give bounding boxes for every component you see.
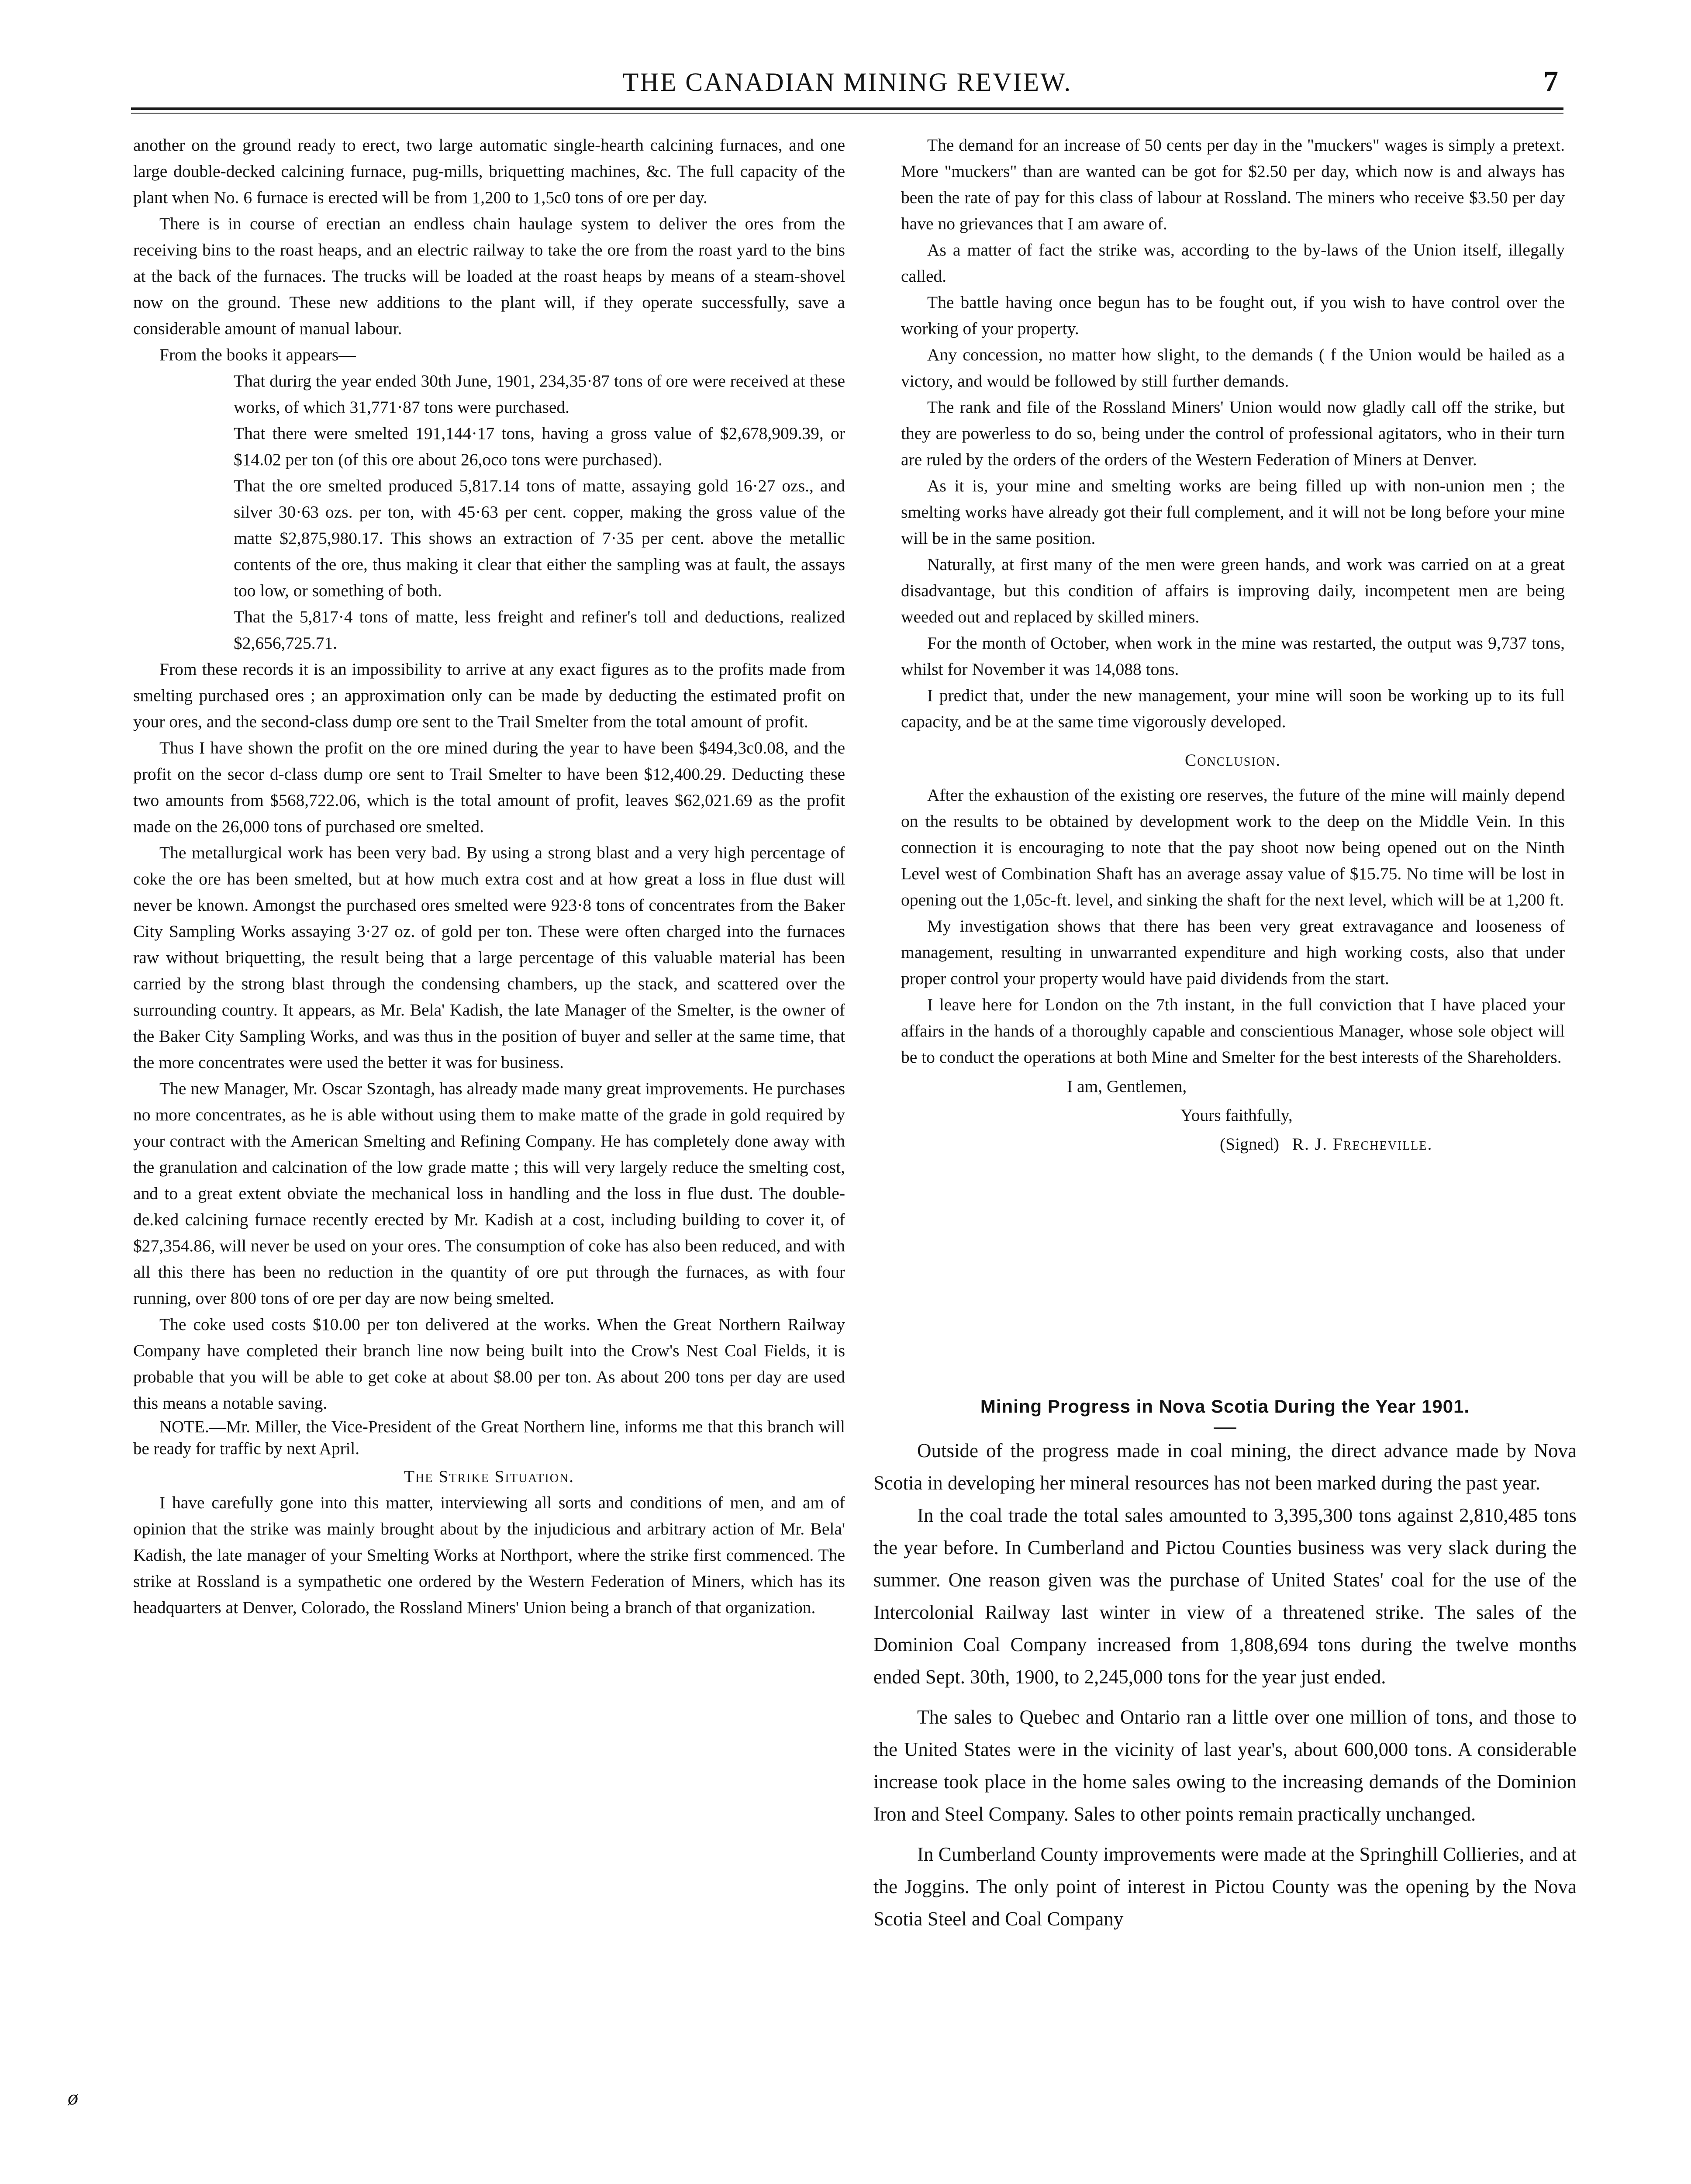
- paragraph: I leave here for London on the 7th instant, in the full conviction that I have placed your affairs in the hands of a thoroughly capable and conscientious Manager, whose sole object will be to conduct the operations at both Mine and Smelter for the best interests of the Shareholders.: [901, 995, 1565, 1067]
- article-title: Mining Progress in Nova Scotia During the Year 1901.: [980, 1396, 1470, 1417]
- right-column: [901, 132, 1565, 1158]
- paragraph: That the 5,817·4 tons of matte, less freight and refiner's toll and deductions, realized $2,656,725.71.: [234, 607, 845, 653]
- paragraph: That the ore smelted produced 5,817.14 tons of matte, assaying gold 16·27 ozs., and silver 30·63 ozs. per ton, with 45·63 per cent. copper, making the gross value of the matte $2,875,980.17. This shows an extraction of 7·35 per cent. above the metallic contents of the ore, thus making it clear that either the sampling was at fault, the assays too low, or something of both.: [234, 476, 845, 600]
- paragraph: another on the ground ready to erect, two large automatic single-hearth calcining furnaces, and one large double-decked calcining furnace, pug-mills, briquetting machines, &c. The full capacity of the plant when No. 6 furnace is erected will be from 1,200 to 1,5c0 tons of ore per day.: [133, 135, 845, 207]
- signature-line: [901, 1130, 1565, 1158]
- paragraph: From these records it is an impossibility to arrive at any exact figures as to the profits made from smelting purchased ores ; an approximation only can be made by deducting the estimated profit on your ores, and the second-class dump ore sent to the Trail Smelter from the total amount of profit.: [133, 660, 845, 731]
- margin-mark: ø: [68, 2086, 78, 2109]
- paragraph: For the month of October, when work in the mine was restarted, the output was 9,737 tons, whilst for November it was 14,088 tons.: [901, 633, 1565, 679]
- section-heading-conclusion: Conclusion.: [1184, 750, 1281, 770]
- valediction: Yours faithfully,: [1180, 1106, 1293, 1125]
- paragraph: That durirg the year ended 30th June, 1901, 234,35·87 tons of ore were received at these works, of which 31,771·87 tons were purchased.: [234, 371, 845, 417]
- letter-closing: [901, 1072, 1565, 1158]
- paragraph: I have carefully gone into this matter, interviewing all sorts and conditions of men, and am of opinion that the strike was mainly brought about by the injudicious and arbitrary action of Mr. Bela' Kadish, the late manager of your Smelting Works at Northport, where the strike first commenced. The strike at Rossland is a sympathetic one ordered by the Western Federation of Miners, which has its headquarters at Denver, Colorado, the Rossland Miners' Union being a branch of that organization.: [133, 1493, 845, 1617]
- paragraph: After the exhaustion of the existing ore reserves, the future of the mine will mainly depend on the results to be obtained by development work to the deep on the Middle Vein. In this connection it is encouraging to note that the pay shoot now being opened out on the Ninth Level west of Combination Shaft has an average assay value of $15.75. No time will be lost in opening out the 1,05c-ft. level, and sinking the shaft for the next level, which will be at 1,200 ft.: [901, 785, 1565, 909]
- article-paragraph: Outside of the progress made in coal mining, the direct advance made by Nova Scotia in developing her mineral resources has not been marked during the past year.: [873, 1440, 1577, 1494]
- header-rule-thick: [131, 107, 1563, 110]
- article-paragraph: In Cumberland County improvements were made at the Springhill Collieries, and at the Joggins. The only point of interest in Pictou County was the opening by the Nova Scotia Steel and Coal Company: [873, 1843, 1577, 1930]
- paragraph: As it is, your mine and smelting works are being filled up with non-union men ; the smelting works have already got their full complement, and it will not be long before your mine will be in the same position.: [901, 476, 1565, 548]
- page-number: 7: [1543, 65, 1558, 98]
- header-rule-thin: [131, 113, 1563, 114]
- article-paragraph: In the coal trade the total sales amounted to 3,395,300 tons against 2,810,485 tons the year before. In Cumberland and Pictou Counties business was very slack during the summer. One reason given was the purchase of United States' coal for the use of the Intercolonial Railway last winter in view of a threatened strike. The sales of the Dominion Coal Company increased from 1,808,694 tons during the twelve months ended Sept. 30th, 1900, to 2,245,000 tons for the year just ended.: [873, 1504, 1577, 1688]
- paragraph: The metallurgical work has been very bad. By using a strong blast and a very high percentage of coke the ore has been smelted, but at how much extra cost and at how great a loss in flue dust will never be known. Amongst the purchased ores smelted were 923·8 tons of concentrates from the Baker City Sampling Works assaying 3·27 oz. of gold per ton. These were often charged into the furnaces raw without briquetting, the result being that a large percentage of this valuable material has been carried by the strong blast through the condensing chambers, up the stack, and scattered over the surrounding country. It appears, as Mr. Bela' Kadish, the late Manager of the Smelter, is the owner of the Baker City Sampling Works, and was thus in the position of buyer and seller at the same time, that the more concentrates were used the better it was for business.: [133, 843, 845, 1072]
- paragraph: That there were smelted 191,144·17 tons, having a gross value of $2,678,909.39, or $14.02 per ton (of this ore about 26,oco tons were purchased).: [234, 424, 845, 469]
- paragraph: Thus I have shown the profit on the ore mined during the year to have been $494,3c0.08, and the profit on the secor d-class dump ore sent to Trail Smelter to have been $12,400.29. Deducting these two amounts from $568,722.06, which is the total amount of profit, leaves $62,021.69 as the profit made on the 26,000 tons of purchased ore smelted.: [133, 738, 845, 836]
- paragraph: As a matter of fact the strike was, according to the by-laws of the Union itself, illegally called.: [901, 240, 1565, 286]
- paragraph: I predict that, under the new management, your mine will soon be working up to its full capacity, and be at the same time vigorously developed.: [901, 686, 1565, 731]
- signed-label: (Signed): [1220, 1134, 1280, 1154]
- paragraph: The new Manager, Mr. Oscar Szontagh, has already made many great improvements. He purchases no more concentrates, as he is able without using them to make matte of the grade in gold required by your contract with the American Smelting and Refining Company. He has completely done away with the granulation and calcination of the low grade matte ; this will very largely reduce the smelting cost, and to a great extent obviate the mechanical loss in handling and the loss in flue dust. The double-de.ked calcining furnace recently erected by Mr. Kadish at a cost, including building to cover it, of $27,354.86, will never be used on your ores. The consumption of coke has also been reduced, and with all this there has been no reduction in the quantity of ore put through the furnaces, as with four running, over 800 tons of ore per day are now being smelted.: [133, 1079, 845, 1308]
- paragraph: From the books it appears—: [159, 345, 356, 364]
- paragraph: There is in course of erectian an endless chain haulage system to deliver the ores from the receiving bins to the roast heaps, and an electric railway to take the ore from the roast yard to the bins at the back of the furnaces. The trucks will be loaded at the roast heaps by means of a steam-shovel now on the ground. These new additions to the plant will, if they operate successfully, save a considerable amount of manual labour.: [133, 214, 845, 338]
- paragraph: Naturally, at first many of the men were green hands, and work was carried on at a great disadvantage, but this condition of affairs is improving daily, incompetent men are being weeded out and replaced by skilled miners.: [901, 555, 1565, 626]
- paragraph: Any concession, no matter how slight, to the demands ( f the Union would be hailed as a victory, and would be followed by still further demands.: [901, 345, 1565, 390]
- left-column: [133, 132, 845, 1621]
- note-paragraph: NOTE.—Mr. Miller, the Vice-President of the Great Northern line, informs me that this branch will be ready for traffic by next April.: [133, 1417, 845, 1458]
- paragraph: The battle having once begun has to be fought out, if you wish to have control over the working of your property.: [901, 293, 1565, 338]
- paragraph: My investigation shows that there has been very great extravagance and looseness of management, resulting in unwarranted expenditure and high working costs, also that under proper control your property would have paid dividends from the start.: [901, 916, 1565, 988]
- paragraph: The demand for an increase of 50 cents per day in the "muckers" wages is simply a pretext. More "muckers" than are wanted can be got for $2.50 per day, which now is and always has been the rate of pay for this class of labour at Rossland. The miners who receive $3.50 per day have no grievances that I am aware of.: [901, 135, 1565, 233]
- title-divider: [1214, 1427, 1236, 1429]
- paragraph: The rank and file of the Rossland Miners' Union would now gladly call off the strike, but they are powerless to do so, being under the control of professional agitators, who in their turn are ruled by the orders of the orders of the Western Federation of Miners at Denver.: [901, 397, 1565, 469]
- article-nova-scotia: [873, 1396, 1577, 1935]
- section-heading-strike: The Strike Situation.: [404, 1467, 575, 1486]
- journal-title: THE CANADIAN MINING REVIEW.: [622, 68, 1072, 97]
- article-paragraph: The sales to Quebec and Ontario ran a little over one million of tons, and those to the United States were in the vicinity of last year's, about 600,000 tons. A considerable increase took place in the home sales owing to the increasing demands of the Dominion Iron and Steel Company. Sales to other points remain practically unchanged.: [873, 1706, 1577, 1825]
- paragraph: The coke used costs $10.00 per ton delivered at the works. When the Great Northern Railway Company have completed their branch line now being built into the Crow's Nest Coal Fields, it is probable that you will be able to get coke at about $8.00 per ton. As about 200 tons per day are used this means a notable saving.: [133, 1315, 845, 1413]
- salutation: I am, Gentlemen,: [1067, 1077, 1187, 1096]
- signatory-name: R. J. Frecheville.: [1292, 1134, 1433, 1154]
- running-header: [131, 65, 1563, 113]
